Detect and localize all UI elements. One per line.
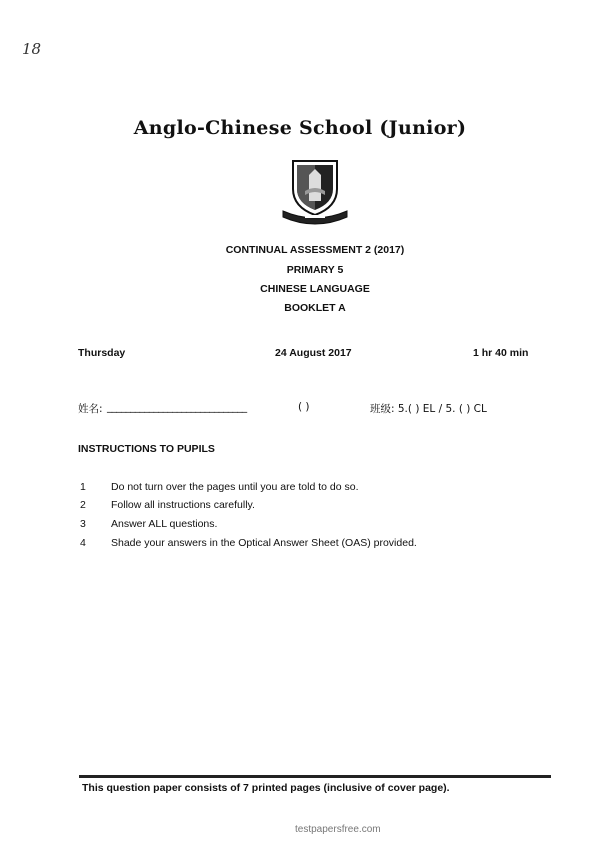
assessment-title: CONTINUAL ASSESSMENT 2 (2017) <box>225 244 405 256</box>
level-heading: PRIMARY 5 <box>286 264 344 276</box>
booklet-heading: BOOKLET A <box>284 302 346 314</box>
school-crest-icon <box>279 155 351 227</box>
instruction-number: 1 <box>80 481 86 493</box>
instruction-text: Shade your answers in the Optical Answer Sheet (OAS) provided. <box>111 537 417 549</box>
class-field[interactable]: 班级: 5.( ) EL / 5. ( ) CL <box>370 403 487 415</box>
instruction-text: Answer ALL questions. <box>111 518 218 530</box>
exam-date: 24 August 2017 <box>275 347 352 359</box>
instruction-number: 4 <box>80 537 86 549</box>
handwritten-page-mark: 18 <box>22 40 42 58</box>
website-watermark: testpapersfree.com <box>295 824 381 835</box>
exam-day: Thursday <box>78 347 126 359</box>
exam-duration: 1 hr 40 min <box>473 347 529 359</box>
school-name: Anglo-Chinese School (Junior) <box>133 117 467 139</box>
name-blank-line[interactable]: ______________________________ <box>107 401 247 413</box>
page-count-footer: This question paper consists of 7 printed pages (inclusive of cover page). <box>82 782 450 794</box>
index-number-parentheses[interactable]: ( ) <box>298 401 310 413</box>
name-label: 姓名: <box>78 403 103 415</box>
instructions-title: INSTRUCTIONS TO PUPILS <box>78 443 215 455</box>
instruction-text: Follow all instructions carefully. <box>111 499 255 511</box>
instruction-number: 2 <box>80 499 86 511</box>
instruction-number: 3 <box>80 518 86 530</box>
footer-divider <box>79 775 551 778</box>
instruction-text: Do not turn over the pages until you are told to do so. <box>111 481 359 493</box>
subject-heading: CHINESE LANGUAGE <box>260 283 370 295</box>
